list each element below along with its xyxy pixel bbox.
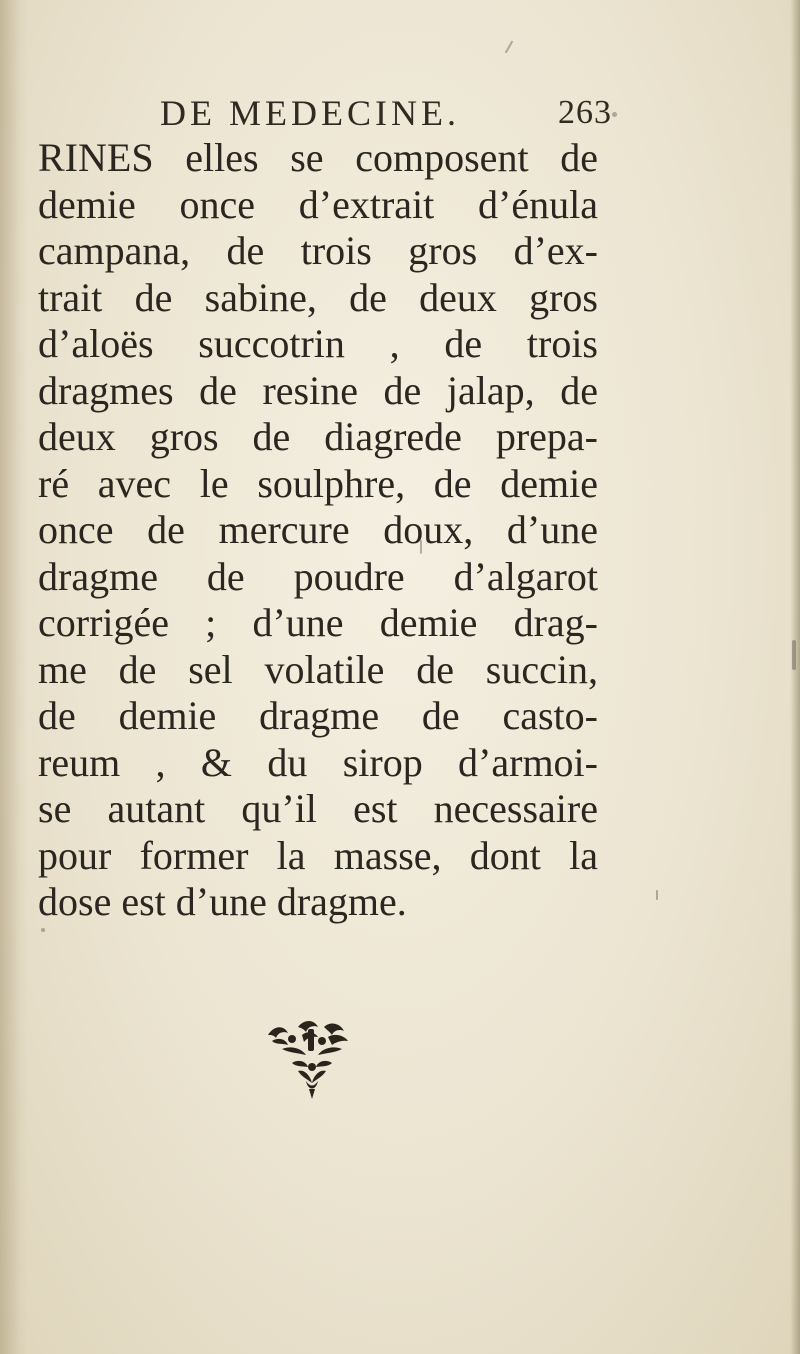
running-head: DE MEDECINE. [160,93,460,133]
text-line: ré avec le soulphre, de demie [38,460,598,506]
text-line: pour former la masse, dont la [38,832,598,878]
fleuron-ornament-icon [262,1005,362,1105]
text-line: demie once d’extrait d’énula [38,181,598,227]
text-line: dragme de poudre d’algarot [38,553,598,599]
page-number: 263 [558,94,612,131]
text-line: RINES elles se composent de [38,135,598,180]
text-line: reum , & du sirop d’armoi- [38,739,598,785]
show-through-text [40,930,760,1290]
page-edge-left [0,0,28,1354]
text-line: dose est d’une dragme. [38,879,407,924]
text-line: se autant qu’il est necessaire [38,786,598,831]
text-line: de demie dragme de casto- [38,693,598,738]
text-line: once de mercure doux, d’une [38,507,598,552]
text-line: corrigée ; d’une demie drag- [38,600,598,645]
text-line: deux gros de diagrede prepa- [38,414,598,459]
text-line: d’aloës succotrin , de trois [38,321,598,366]
body-text [38,135,598,926]
text-line: me de sel volatile de succin, [38,646,598,692]
text-line: trait de sabine, de deux gros [38,274,598,320]
page-edge-right [790,0,800,1354]
text-line: campana, de trois gros d’ex- [38,228,598,273]
text-line: dragmes de resine de jalap, de [38,367,598,413]
